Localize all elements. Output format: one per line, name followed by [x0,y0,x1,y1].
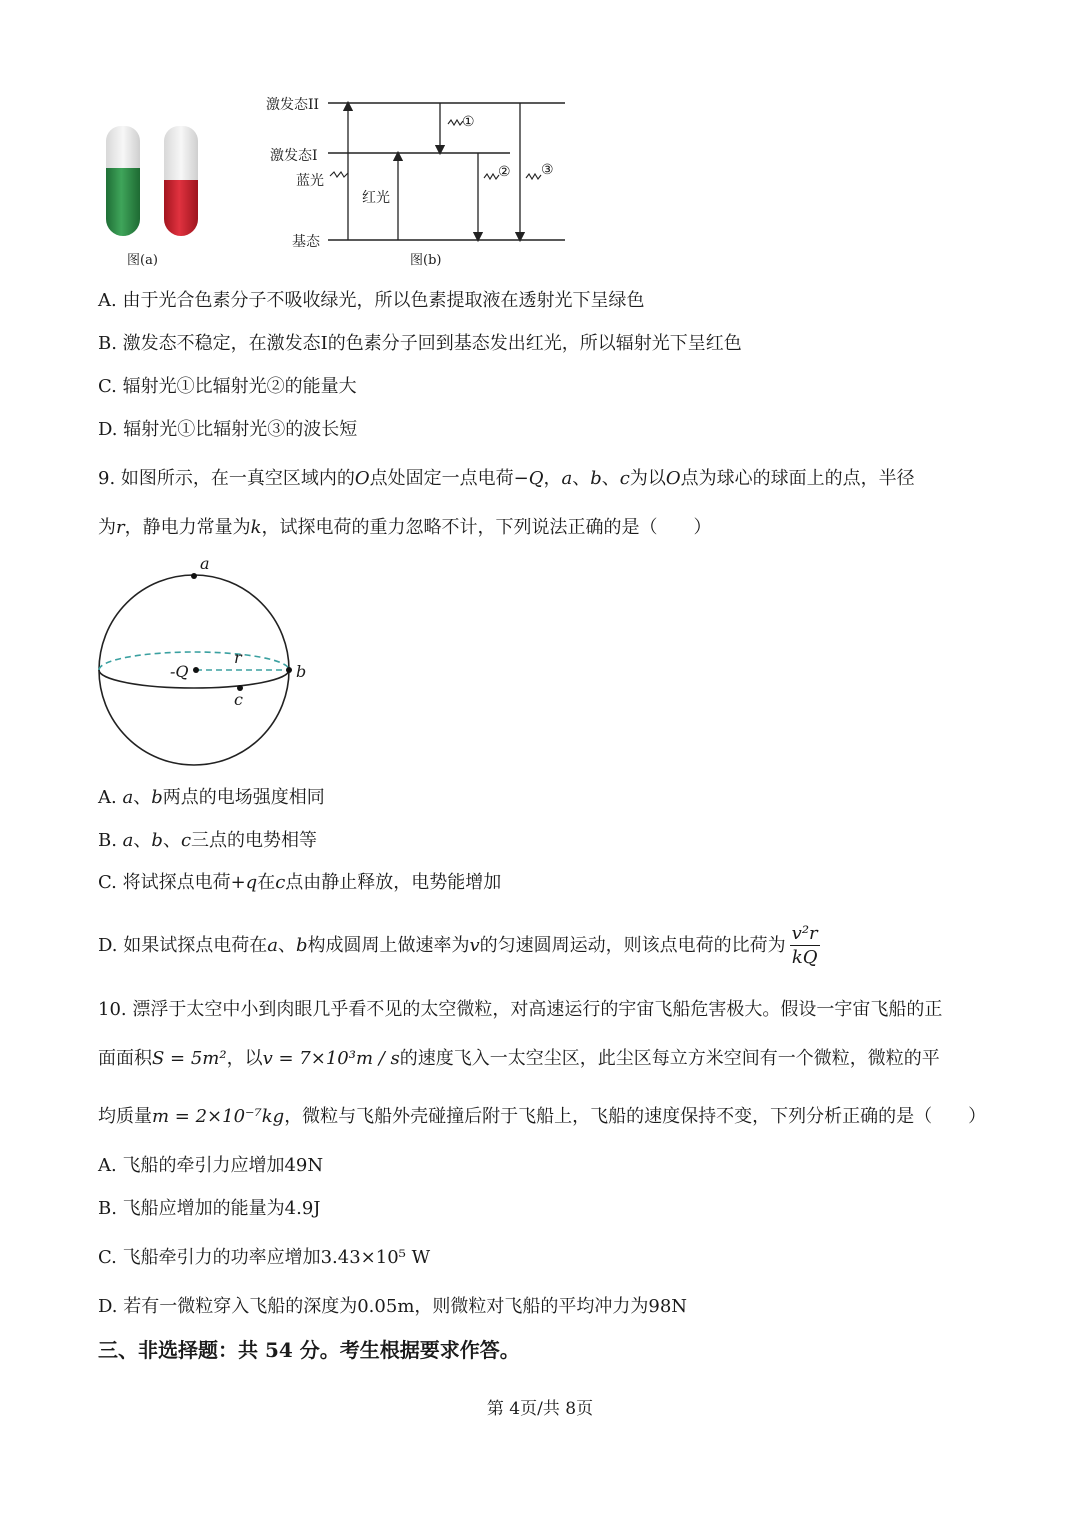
point-a-dot [191,573,197,579]
equator-front [99,670,289,688]
blue-light-label: 蓝光 [296,173,324,189]
equator-back-dashed [99,652,289,670]
section-heading: 三、非选择题：共 54 分。考生根据要求作答。 [98,1338,520,1362]
sphere-diagram [96,572,296,768]
q9-option-a: A. a、b两点的电场强度相同 [98,787,325,808]
fig-label-Q: -Q [170,662,189,681]
level-excited1-label: 激发态I [270,148,318,164]
level-excited2-label: 激发态II [266,97,320,113]
fig-label-r: r [234,648,242,667]
q8-option-a: A. 由于光合色素分子不吸收绿光，所以色素提取液在透射光下呈绿色 [98,290,645,311]
q10-stem-line1: 10. 漂浮于太空中小到肉眼几乎看不见的太空微粒，对高速运行的宇宙飞船危害极大。假设一宇宙飞船的正 [98,999,943,1020]
radiation-2-label: ② [498,164,511,180]
q10-stem-line3: 均质量m = 2×10⁻⁷kg，微粒与飞船外壳碰撞后附于飞船上，飞船的速度保持不变，下列分析正确的是（ ） [98,1106,987,1127]
red-light-label: 红光 [362,190,390,206]
q10-option-a: A. 飞船的牵引力应增加49N [98,1155,324,1176]
wave-2-icon [484,174,499,179]
figure-a-caption: 图(a) [127,253,158,268]
q9-option-d: D. 如果试探点电荷在a、b构成圆周上做速率为v的匀速圆周运动，则该点电荷的比荷为 $\frac{\text{v²r}}{kQ}$ [98,922,818,968]
charge-mass-ratio-fraction: $\frac{\text{v²r}}{kQ}$ [791,922,818,968]
q9-stem-line2: 为r，静电力常量为k，试探电荷的重力忽略不计，下列说法正确的是（ ） [98,517,712,538]
q10-option-b: B. 飞船应增加的能量为4.9J [98,1198,321,1219]
wave-1-icon [448,120,463,125]
test-tubes-image [100,120,210,240]
fig-label-b: b [296,662,307,681]
q10-stem-line2: 面面积S = 5m²，以v = 7×10³m / s的速度飞入一太空尘区，此尘区每立方米空间有一个微粒，微粒的平 [98,1048,940,1069]
q9-stem-line1: 9. 如图所示，在一真空区域内的O点处固定一点电荷−Q，a、b、c为以O点为球心的球面上的点，半径 [98,468,915,489]
center-charge-dot [193,667,199,673]
fig-label-c: c [234,690,243,709]
page-footer: 第 4页/共 8页 [486,1399,594,1419]
q9-option-b: B. a、b、c三点的电势相等 [98,830,318,851]
radiation-1-label: ① [462,114,475,130]
q8-option-b: B. 激发态不稳定，在激发态I的色素分子回到基态发出红光，所以辐射光下呈红色 [98,333,742,354]
radiation-3-label: ③ [541,162,554,178]
blue-wave-icon [330,172,348,177]
q9-option-c: C. 将试探点电荷+q在c点由静止释放，电势能增加 [98,872,502,893]
figure-b-caption: 图(b) [410,253,442,268]
red-liquid [164,180,198,236]
wave-3-icon [526,174,541,179]
q8-option-c: C. 辐射光①比辐射光②的能量大 [98,376,357,397]
green-liquid [106,168,140,236]
q10-option-c: C. 飞船牵引力的功率应增加3.43×10⁵ W [98,1247,431,1268]
q8-option-d: D. 辐射光①比辐射光③的波长短 [98,419,358,440]
q10-option-d: D. 若有一微粒穿入飞船的深度为0.05m，则微粒对飞船的平均冲力为98N [98,1296,688,1317]
point-b-dot [286,667,292,673]
fig-label-a: a [200,554,210,573]
level-ground-label: 基态 [292,234,320,250]
